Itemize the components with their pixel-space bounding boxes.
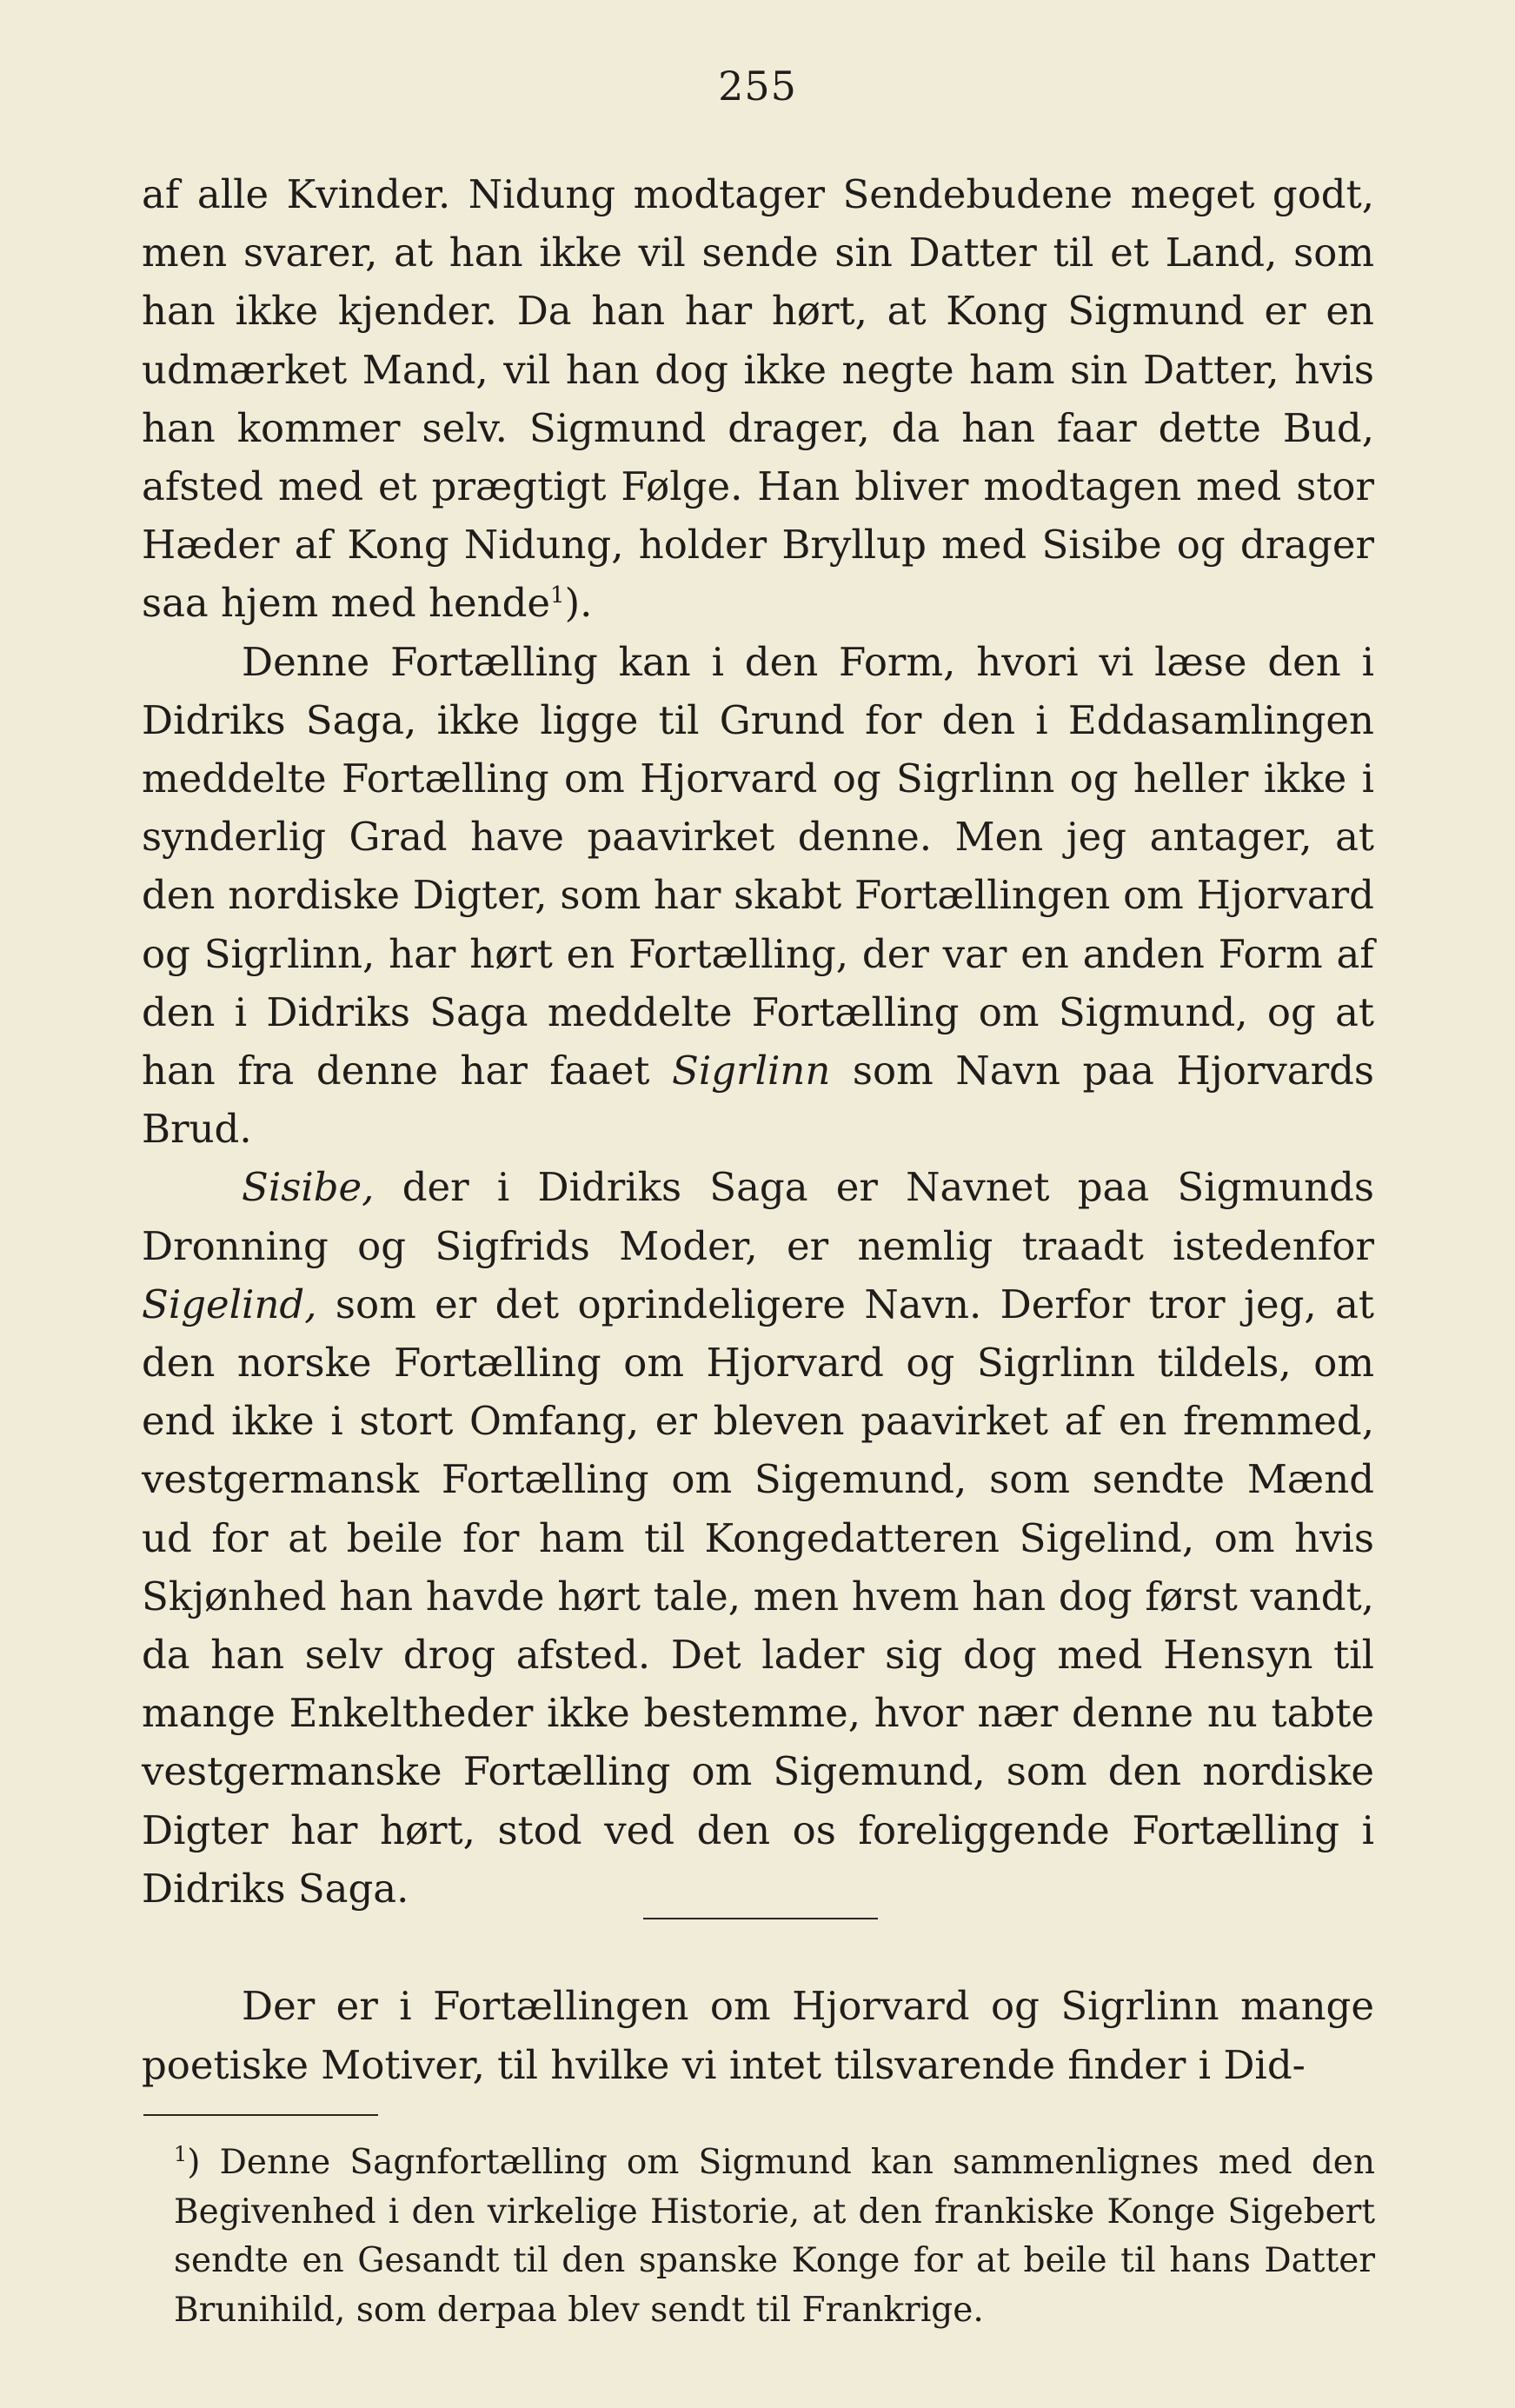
emphasis-sigrlinn: Sigrlinn — [672, 1048, 831, 1094]
footnote-mark: 1 — [174, 2142, 188, 2166]
paragraph-3 — [142, 1158, 1374, 1918]
main-text — [142, 165, 1374, 1918]
paragraph-1-text: af alle Kvinder. Nidung modtager Sendebudene meget godt, men svarer, at han ikke vil sende sin Datter til et Land, som han ikke kjender. Da han har hørt, at Kong Sigmund er en udmærket Mand, vil han dog ikke negte ham sin Datter, hvis han kommer selv. Sigmund drager, da han faar dette Bud, afsted med et prægtigt Følge. Han bliver modtagen med stor Hæder af Kong Nidung, holder Bryllup med Sisibe og drager saa hjem med hende — [142, 171, 1374, 627]
next-section-text — [142, 1977, 1374, 2094]
footnote-divider — [143, 2114, 378, 2116]
paragraph-1-end: ). — [564, 580, 593, 627]
footnote — [174, 2139, 1375, 2335]
section-divider — [643, 1918, 878, 1919]
emphasis-sisibe: Sisibe, — [242, 1164, 375, 1211]
paragraph-3-text-a: der i Didriks Saga er Navnet paa Sigmunds Dronning og Sigfrids Moder, er nemlig traadt istedenfor — [142, 1164, 1374, 1269]
emphasis-sigelind: Sigelind, — [142, 1280, 317, 1327]
paragraph-3-text-b: som er det oprindeligere Navn. Derfor tror jeg, at den norske Fortælling om Hjorvard og Sigrlinn tildels, om end ikke i stort Omfang, er bleven paavirket af en fremmed, vestgermansk Fortælling om Sigemund, som sendte Mænd ud for at beile for ham til Kongedatteren Sigelind, om hvis Skjønhed han havde hørt tale, men hvem han dog først vandt, da han selv drog afsted. Det lader sig dog med Hensyn til mange Enkeltheder ikke bestemme, hvor nær denne nu tabte vestgermanske Fortælling om Sigemund, som den nordiske Digter har hørt, stod ved den os foreliggende Fortælling i Didriks Saga. — [142, 1280, 1375, 1912]
paragraph-2-end: som Navn paa Hjorvards Brud. — [142, 1048, 1374, 1153]
footnote-text: ) Denne Sagnfortælling om Sigmund kan sammenlignes med den Begivenhed i den virkelige Historie, at den frankiske Konge Sigebert sendte en Gesandt til den spanske Konge for at beile til hans Datter Brunihild, som derpaa blev sendt til Frankrige. — [174, 2143, 1375, 2330]
paragraph-1 — [142, 165, 1374, 633]
footnote-paragraph — [174, 2139, 1375, 2335]
page-number: 255 — [718, 63, 797, 110]
paragraph-2-text: Denne Fortælling kan i den Form, hvori vi læse den i Didriks Saga, ikke ligge til Grund for den i Eddasamlingen meddelte Fortælling om Hjorvard og Sigrlinn og heller ikke i synderlig Grad have paavirket denne. Men jeg antager, at den nordiske Digter, som har skabt Fortællingen om Hjorvard og Sigrlinn, har hørt en Fortælling, der var en anden Form af den i Didriks Saga meddelte Fortælling om Sigmund, og at han fra denne har faaet — [142, 638, 1374, 1094]
paragraph-4: Der er i Fortællingen om Hjorvard og Sigrlinn mange poetiske Motiver, til hvilke vi intet tilsvarende finder i Did- — [142, 1983, 1374, 2088]
footnote-reference: 1 — [550, 582, 565, 609]
paragraph-2 — [142, 633, 1374, 1159]
